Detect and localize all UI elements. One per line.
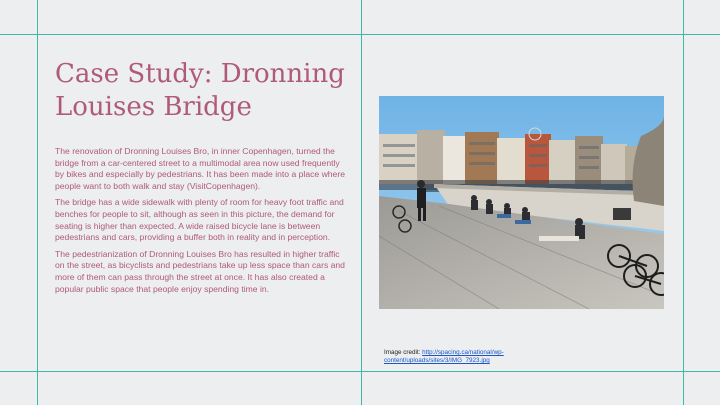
- image-credit: [384, 349, 584, 365]
- guide-line-top: [0, 34, 720, 35]
- guide-line-bottom: [0, 371, 720, 372]
- guide-line-middle: [361, 0, 362, 405]
- bridge-photo-illustration: [379, 96, 664, 309]
- paragraph-1: The renovation of Dronning Louises Bro, in inner Copenhagen, turned the bridge from a car-centered street to a multimodal area now used frequently by bikes and especially by pedestrians. It has been made into a place where people want to both walk and stay (VisitCopenhagen).: [55, 146, 345, 191]
- guide-line-left: [37, 0, 38, 405]
- paragraph-3: The pedestrianization of Dronning Louises Bro has resulted in higher traffic on the street, as bicyclists and pedestrians take up less space than cars and more of them can pass through the street at once. It has also created a popular public space that people enjoy spending time in.: [55, 248, 345, 294]
- bridge-photo: [379, 96, 664, 309]
- guide-line-right: [683, 0, 684, 405]
- credit-link[interactable]: http://spacing.ca/national/wp-content/uploads/sites/3/IMG_7923.jpg: [384, 349, 504, 364]
- credit-label: Image credit:: [384, 349, 423, 356]
- paragraph-2: The bridge has a wide sidewalk with plenty of room for heavy foot traffic and benches for people to sit, although as seen in this picture, the demand for seating is higher than expected. A wide raised bicycle lane is between pedestrians and cars, providing a buffer both in reality and in perception.: [55, 197, 344, 243]
- body-text: [55, 146, 345, 300]
- slide-title: Case Study: Dronning Louises Bridge: [55, 59, 345, 122]
